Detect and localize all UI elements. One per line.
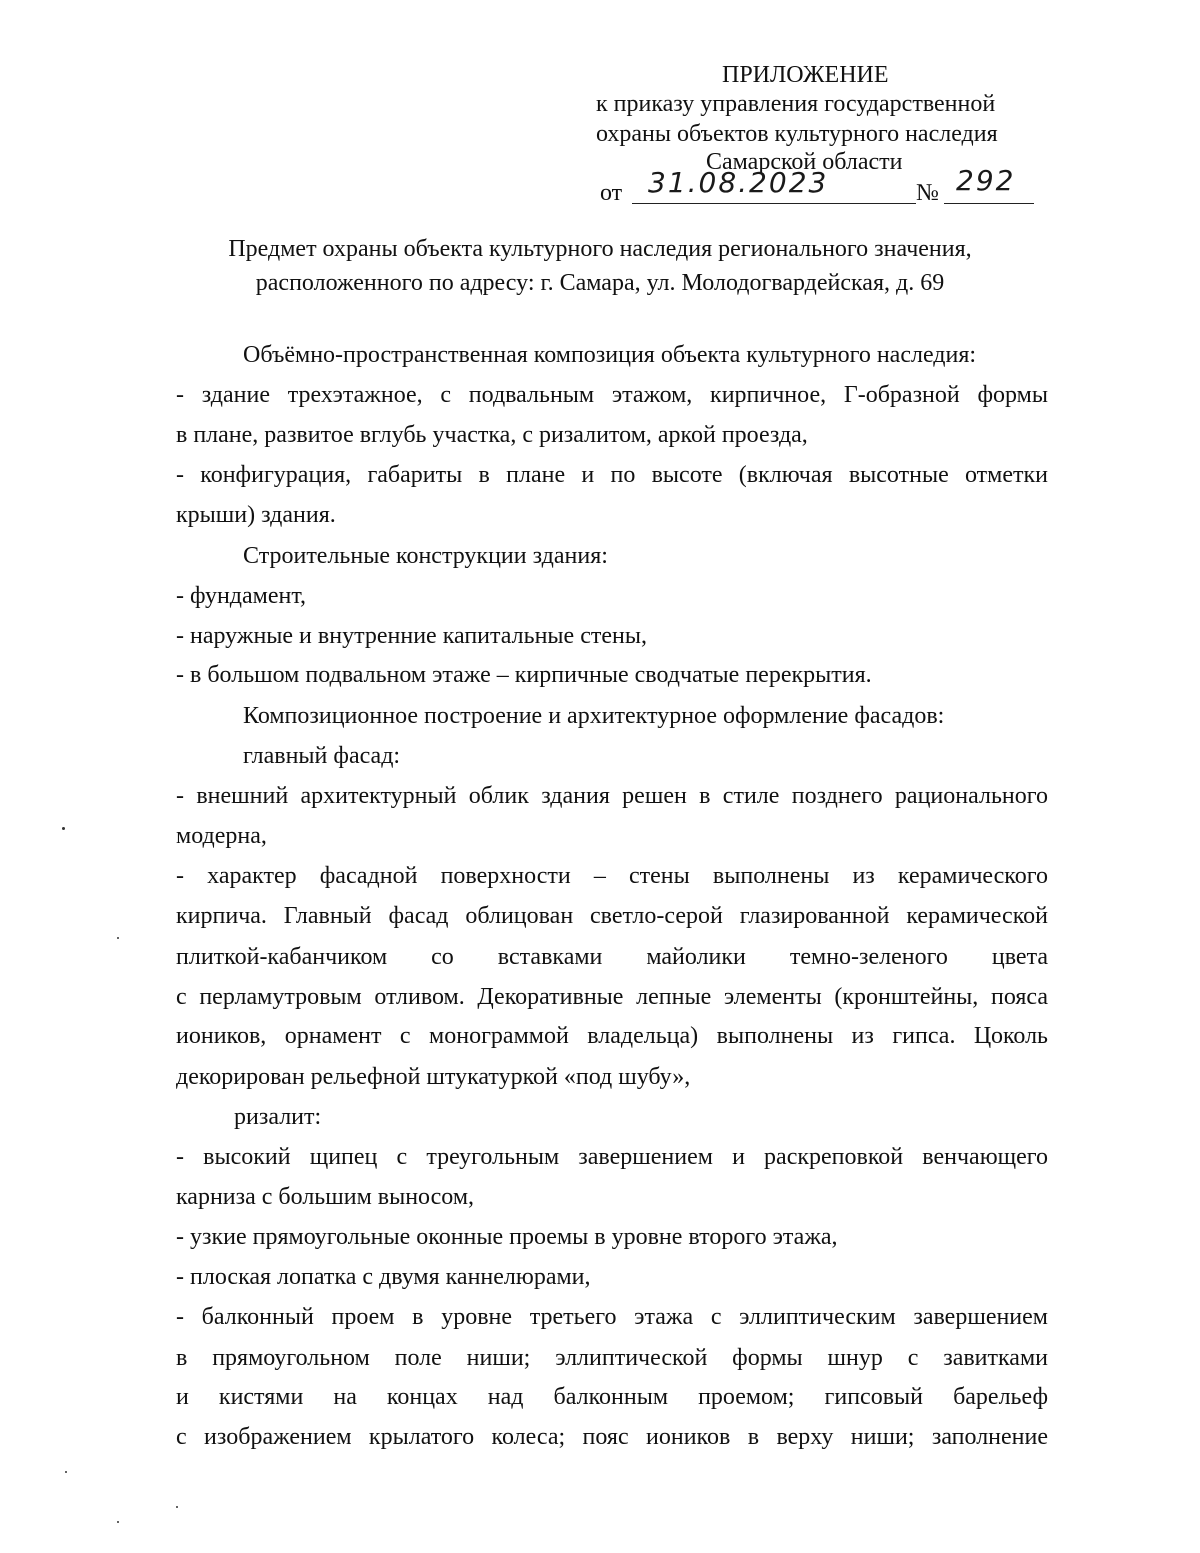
body-line: с перламутровым отливом. Декоративные лепные элементы (кронштейны, пояса xyxy=(176,984,1048,1010)
body-line: - в большом подвальном этаже – кирпичные сводчатые перекрытия. xyxy=(176,662,872,688)
number-label: № xyxy=(916,180,939,206)
handwritten-date: 31.08.2023 xyxy=(648,166,829,199)
body-line: Композиционное построение и архитектурное оформление фасадов: xyxy=(243,703,945,729)
date-underline xyxy=(632,203,916,204)
body-line: главный фасад: xyxy=(243,743,401,769)
body-line: - конфигурация, габариты в плане и по высоте (включая высотные отметки xyxy=(176,462,1048,488)
title-line-2: расположенного по адресу: г. Самара, ул. Молодогвардейская, д. 69 xyxy=(255,270,945,296)
handwritten-number: 292 xyxy=(956,164,1016,197)
body-line: ризалит: xyxy=(234,1104,322,1130)
body-line: - балконный проем в уровне третьего этажа с эллиптическим завершением xyxy=(176,1304,1048,1330)
title-line-1: Предмет охраны объекта культурного наследия регионального значения, xyxy=(228,236,972,262)
body-line: в прямоугольном поле ниши; эллиптической формы шнур с завитками xyxy=(176,1345,1048,1371)
body-line: декорирован рельефной штукатуркой «под шубу», xyxy=(176,1064,691,1090)
body-line: - характер фасадной поверхности – стены выполнены из керамического xyxy=(176,863,1048,889)
body-line: и кистями на концах над балконным проемом; гипсовый барельеф xyxy=(176,1384,1048,1410)
body-line: иоников, орнамент с монограммой владельца) выполнены из гипса. Цоколь xyxy=(176,1023,1048,1049)
body-line: плиткой-кабанчиком со вставками майолики темно-зеленого цвета xyxy=(176,944,1048,970)
scan-speck xyxy=(176,1506,178,1508)
from-label: от xyxy=(600,180,623,206)
header-line-3: Самарской области xyxy=(706,149,903,175)
body-line: - внешний архитектурный облик здания решен в стиле позднего рационального xyxy=(176,783,1048,809)
scan-speck xyxy=(117,1521,119,1523)
body-line: с изображением крылатого колеса; пояс иоников в верху ниши; заполнение xyxy=(176,1424,1048,1450)
header-line-1: к приказу управления государственной xyxy=(596,91,996,117)
body-line: модерна, xyxy=(176,823,267,849)
body-line: Строительные конструкции здания: xyxy=(243,543,608,569)
scan-speck xyxy=(65,1471,67,1473)
number-underline xyxy=(944,203,1034,204)
body-line: карниза с большим выносом, xyxy=(176,1184,475,1210)
appendix-heading: ПРИЛОЖЕНИЕ xyxy=(722,62,889,88)
body-line: - узкие прямоугольные оконные проемы в уровне второго этажа, xyxy=(176,1224,838,1250)
scan-speck xyxy=(117,937,119,939)
body-line: - плоская лопатка с двумя каннелюрами, xyxy=(176,1264,591,1290)
body-line: - наружные и внутренние капитальные стены, xyxy=(176,623,647,649)
header-line-2: охраны объектов культурного наследия xyxy=(596,121,998,147)
scan-speck xyxy=(62,827,65,830)
body-line: крыши) здания. xyxy=(176,502,336,528)
body-line: - фундамент, xyxy=(176,583,307,609)
body-line: в плане, развитое вглубь участка, с ризалитом, аркой проезда, xyxy=(176,422,808,448)
body-line: кирпича. Главный фасад облицован светло-серой глазированной керамической xyxy=(176,903,1048,929)
body-line: - здание трехэтажное, с подвальным этажом, кирпичное, Г-образной формы xyxy=(176,382,1048,408)
body-line: - высокий щипец с треугольным завершением и раскреповкой венчающего xyxy=(176,1144,1048,1170)
body-line: Объёмно-пространственная композиция объекта культурного наследия: xyxy=(243,342,977,368)
